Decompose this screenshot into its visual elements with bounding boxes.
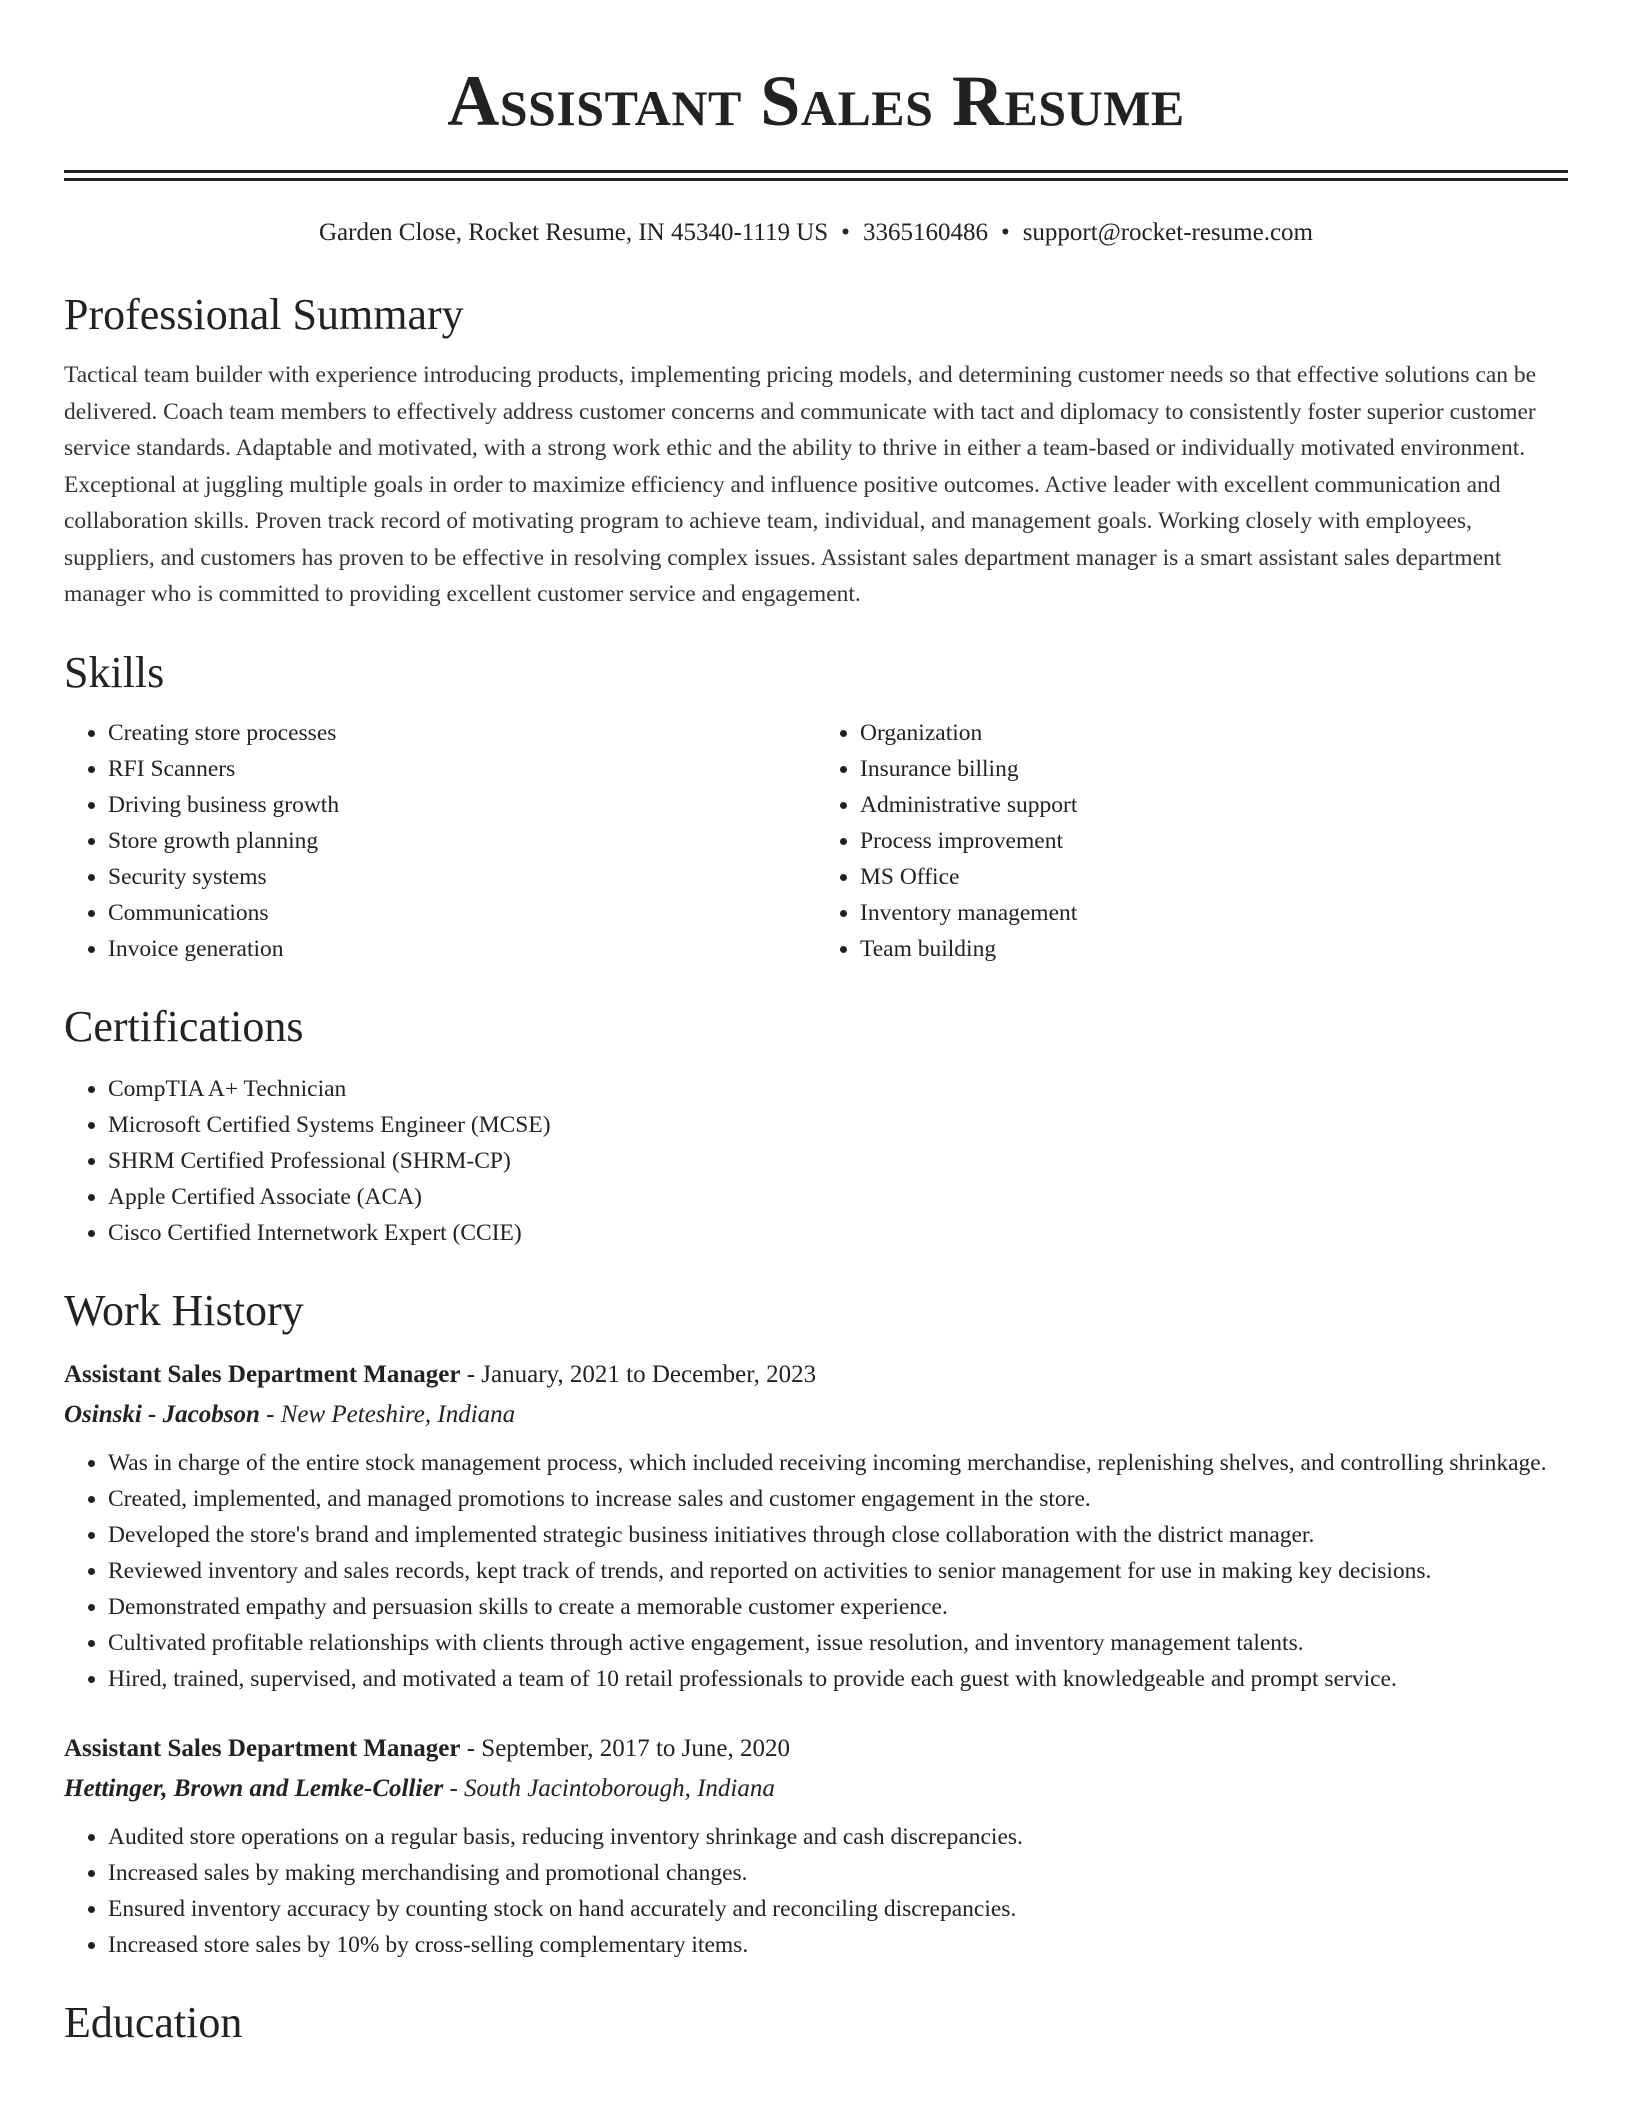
education-heading: Education (64, 1997, 243, 2047)
certification-item: • Cisco Certified Internetwork Expert (CCIE) (108, 1215, 1568, 1251)
education-section (64, 1997, 1568, 2049)
certifications-heading: Certifications (64, 1001, 304, 1051)
job-bullet: • Reviewed inventory and sales records, kept track of trends, and reported on activities to senior management for use in making key decisions. (108, 1553, 1568, 1589)
job-bullet: • Cultivated profitable relationships with clients through active engagement, issue resolution, and inventory management talents. (108, 1625, 1568, 1661)
skill-item: • MS Office (860, 859, 1568, 895)
skill-item: • Team building (860, 931, 1568, 967)
job-location: - New Peteshire, Indiana (259, 1400, 516, 1428)
job-bullet: • Created, implemented, and managed promotions to increase sales and customer engagement in the store. (108, 1481, 1568, 1517)
skills-columns (64, 715, 1568, 967)
job-title-line (64, 1729, 1568, 1769)
job-bullet: • Increased store sales by 10% by cross-selling complementary items. (108, 1927, 1568, 1963)
job-company-line (64, 1769, 1568, 1809)
summary-heading: Professional Summary (64, 290, 464, 339)
certifications-section (64, 1001, 1568, 1251)
job-entry (64, 1729, 1568, 1963)
skill-item: • Invoice generation (108, 931, 816, 967)
job-entry (64, 1355, 1568, 1697)
job-dates: - January, 2021 to December, 2023 (460, 1360, 817, 1388)
skill-item: • Security systems (108, 859, 816, 895)
job-bullet: • Was in charge of the entire stock management process, which included receiving incoming merchandise, replenishing shelves, and controlling shrinkage. (108, 1445, 1568, 1481)
contact-separator: • (1000, 219, 1010, 246)
certification-item: • SHRM Certified Professional (SHRM-CP) (108, 1143, 1568, 1179)
job-company-line (64, 1395, 1568, 1435)
skill-item: • Communications (108, 895, 816, 931)
job-company: Osinski - Jacobson (64, 1400, 260, 1428)
skills-list-right (816, 715, 1568, 967)
skills-list-left (64, 715, 816, 967)
job-bullet: • Hired, trained, supervised, and motivated a team of 10 retail professionals to provide each guest with knowledgeable and prompt service. (108, 1661, 1568, 1697)
skill-item: • Administrative support (860, 787, 1568, 823)
contact-phone: 3365160486 (862, 219, 988, 246)
contact-line (64, 217, 1568, 249)
certification-item: • Apple Certified Associate (ACA) (108, 1179, 1568, 1215)
resume-title: Assistant Sales Resume (447, 61, 1185, 141)
job-company: Hettinger, Brown and Lemke-Collier (64, 1774, 444, 1802)
skill-item: • Process improvement (860, 823, 1568, 859)
job-bullet: • Ensured inventory accuracy by counting stock on hand accurately and reconciling discrepancies. (108, 1891, 1568, 1927)
contact-email: support@rocket-resume.com (1022, 219, 1313, 246)
job-bullet: • Developed the store's brand and implemented strategic business initiatives through close collaboration with the district manager. (108, 1517, 1568, 1553)
skill-item: • Store growth planning (108, 823, 816, 859)
job-bullets (64, 1445, 1568, 1697)
certification-item: • Microsoft Certified Systems Engineer (MCSE) (108, 1107, 1568, 1143)
skill-item: • RFI Scanners (108, 751, 816, 787)
contact-separator: • (841, 219, 850, 246)
work-history-section (64, 1285, 1568, 1963)
title-divider (64, 170, 1568, 181)
job-title: Assistant Sales Department Manager (64, 1360, 461, 1388)
skill-item: • Creating store processes (108, 715, 816, 751)
job-bullet: • Demonstrated empathy and persuasion skills to create a memorable customer experience. (108, 1589, 1568, 1625)
skill-item: • Insurance billing (860, 751, 1568, 787)
job-bullet: • Increased sales by making merchandising and promotional changes. (108, 1855, 1568, 1891)
certification-item: • CompTIA A+ Technician (108, 1071, 1568, 1107)
job-location: - South Jacintoborough, Indiana (443, 1774, 775, 1802)
skills-section (64, 647, 1568, 967)
job-bullets (64, 1819, 1568, 1963)
contact-address: Garden Close, Rocket Resume, IN 45340-1119 US (318, 219, 829, 246)
job-dates: - September, 2017 to June, 2020 (460, 1734, 790, 1762)
skill-item: • Driving business growth (108, 787, 816, 823)
work-history-heading: Work History (64, 1285, 304, 1335)
job-title-line (64, 1355, 1568, 1395)
skill-item: • Inventory management (860, 895, 1568, 931)
job-title: Assistant Sales Department Manager (64, 1734, 461, 1762)
summary-section (64, 289, 1568, 613)
skill-item: • Organization (860, 715, 1568, 751)
summary-text: Tactical team builder with experience introducing products, implementing pricing models, and determining customer needs so that effective solutions can be delivered. Coach team members to effectively address customer concerns and communicate with tact and diplomacy to consistently foster superior customer service standards. Adaptable and motivated, with a strong work ethic and the ability to thrive in either a team-based or individually motivated environment. Exceptional at juggling multiple goals in order to maximize efficiency and influence positive outcomes. Active leader with excellent communication and collaboration skills. Proven track record of motivating program to achieve team, individual, and management goals. Working closely with employees, suppliers, and customers has proven to be effective in resolving complex issues. Assistant sales department manager is a smart assistant sales department manager who is committed to providing excellent customer service and engagement. (64, 362, 1537, 607)
skills-heading: Skills (64, 647, 165, 697)
job-bullet: • Audited store operations on a regular basis, reducing inventory shrinkage and cash discrepancies. (108, 1819, 1568, 1855)
certifications-list (64, 1071, 1568, 1251)
